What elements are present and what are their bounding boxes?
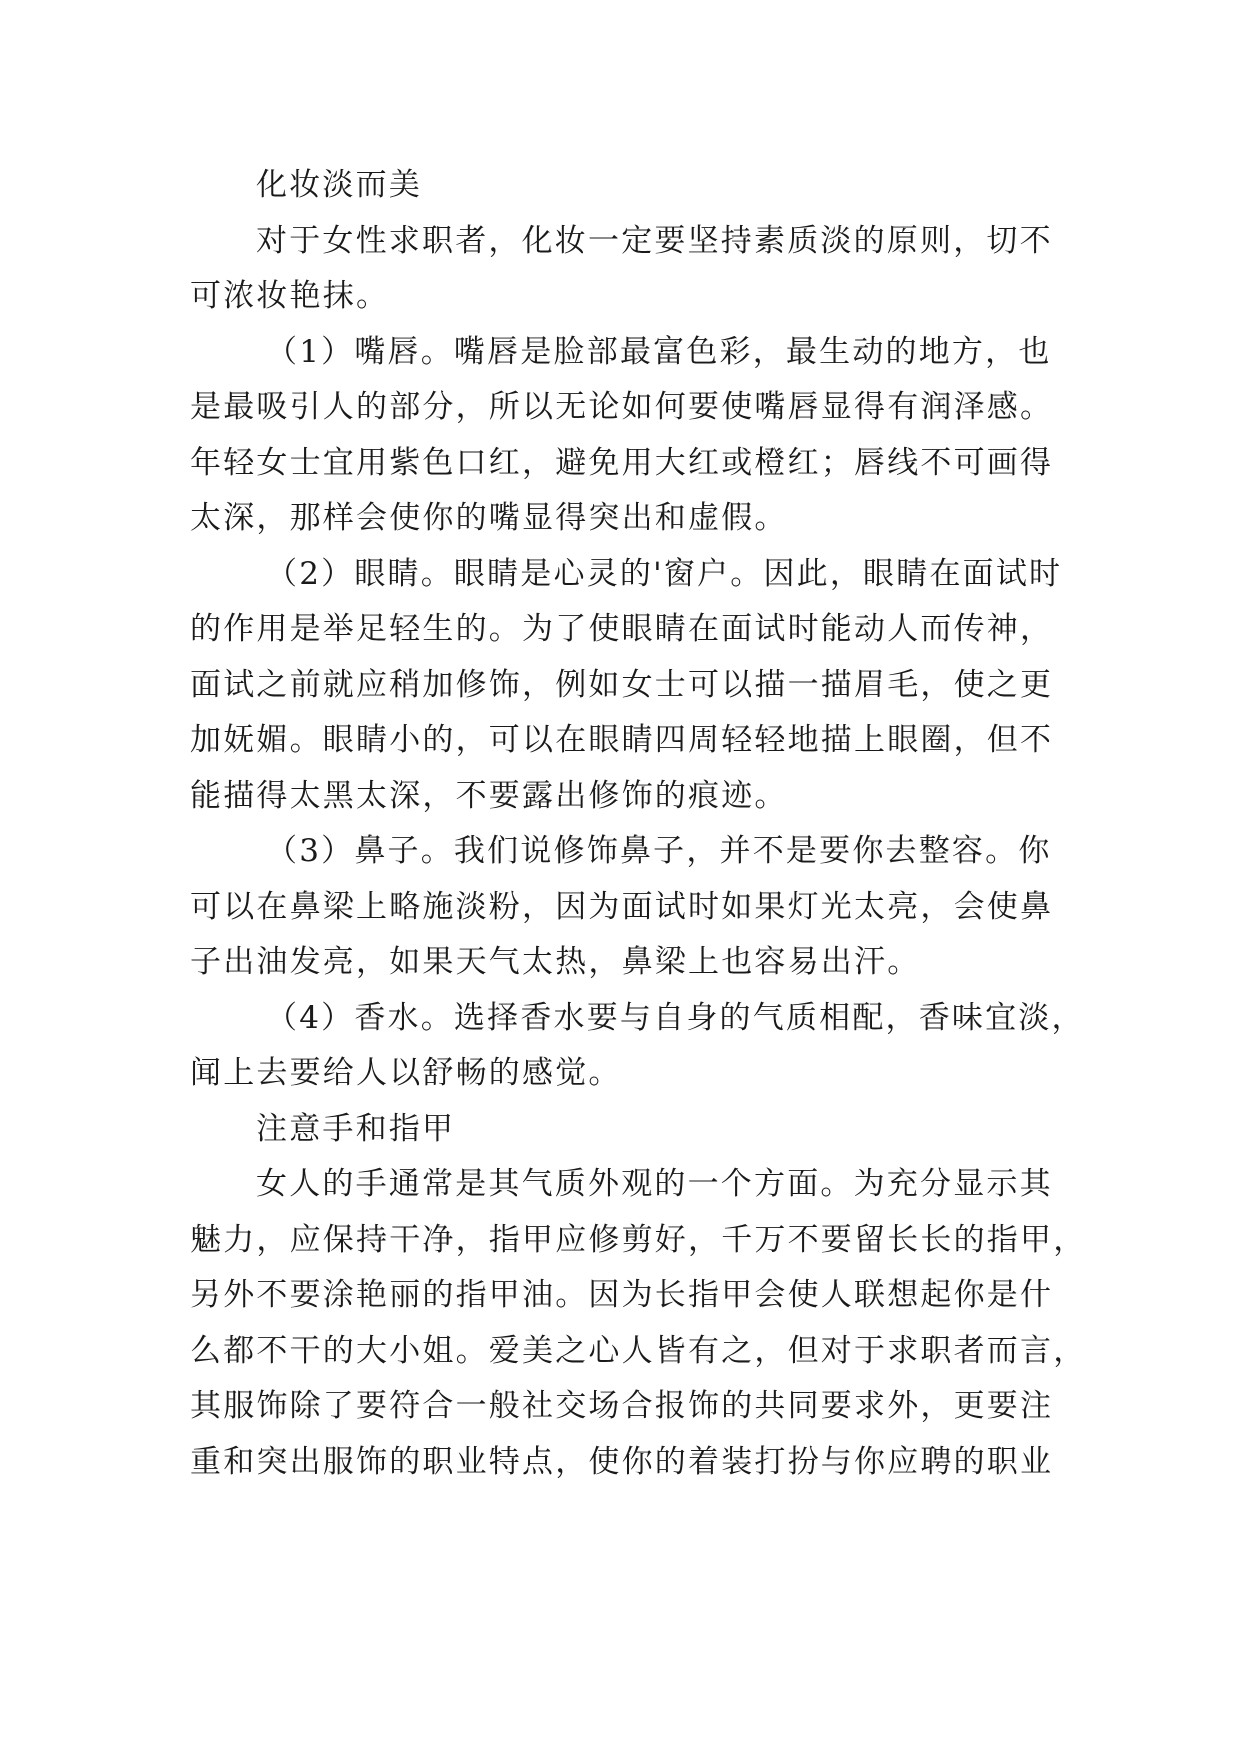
text-line: 其服饰除了要符合一般社交场合报饰的共同要求外，更要注	[190, 1388, 1054, 1424]
text-line: 可以在鼻梁上略施淡粉，因为面试时如果灯光太亮，会使鼻	[190, 888, 1054, 925]
text-line: 能描得太黑太深，不要露出修饰的痕迹。	[190, 777, 788, 814]
text-line: （4）香水。选择香水要与自身的气质相配，香味宜淡，	[266, 999, 1085, 1036]
text-line: 可浓妆艳抹。	[190, 278, 390, 314]
text-line: 女人的手通常是其气质外观的一个方面。为充分显示其	[256, 1166, 1053, 1202]
text-line: 的作用是举足轻生的。为了使眼睛在面试时能动人而传神，	[190, 611, 1054, 647]
text-line: 对于女性求职者，化妆一定要坚持素质淡的原则，切不	[256, 222, 1053, 259]
text-line: 面试之前就应稍加修饰，例如女士可以描一描眉毛，使之更	[190, 666, 1054, 703]
text-line: （2）眼睛。眼睛是心灵的'窗户。因此，眼睛在面试时	[266, 555, 1063, 592]
text-line: 太深，那样会使你的嘴显得突出和虚假。	[190, 500, 788, 536]
text-line: 么都不干的大小姐。爱美之心人皆有之，但对于求职者而言，	[190, 1332, 1087, 1369]
document-body	[190, 158, 1087, 1490]
text-line: 另外不要涂艳丽的指甲油。因为长指甲会使人联想起你是什	[190, 1277, 1054, 1313]
text-line: 重和突出服饰的职业特点，使你的着装打扮与你应聘的职业	[190, 1443, 1054, 1480]
text-line: （1）嘴唇。嘴唇是脸部最富色彩，最生动的地方，也	[266, 333, 1052, 370]
text-line: 化妆淡而美	[256, 167, 422, 203]
text-line: （3）鼻子。我们说修饰鼻子，并不是要你去整容。你	[266, 833, 1052, 869]
text-line: 注意手和指甲	[256, 1110, 456, 1147]
text-line: 是最吸引人的部分，所以无论如何要使嘴唇显得有润泽感。	[190, 389, 1054, 425]
text-line: 闻上去要给人以舒畅的感觉。	[190, 1055, 622, 1091]
text-line: 子出油发亮，如果天气太热，鼻梁上也容易出汗。	[190, 944, 921, 980]
text-line: 年轻女士宜用紫色口红，避免用大红或橙红；唇线不可画得	[190, 444, 1054, 481]
text-line: 加妩媚。眼睛小的，可以在眼睛四周轻轻地描上眼圈，但不	[190, 722, 1054, 758]
text-line: 魅力，应保持干净，指甲应修剪好，千万不要留长长的指甲，	[190, 1221, 1087, 1258]
